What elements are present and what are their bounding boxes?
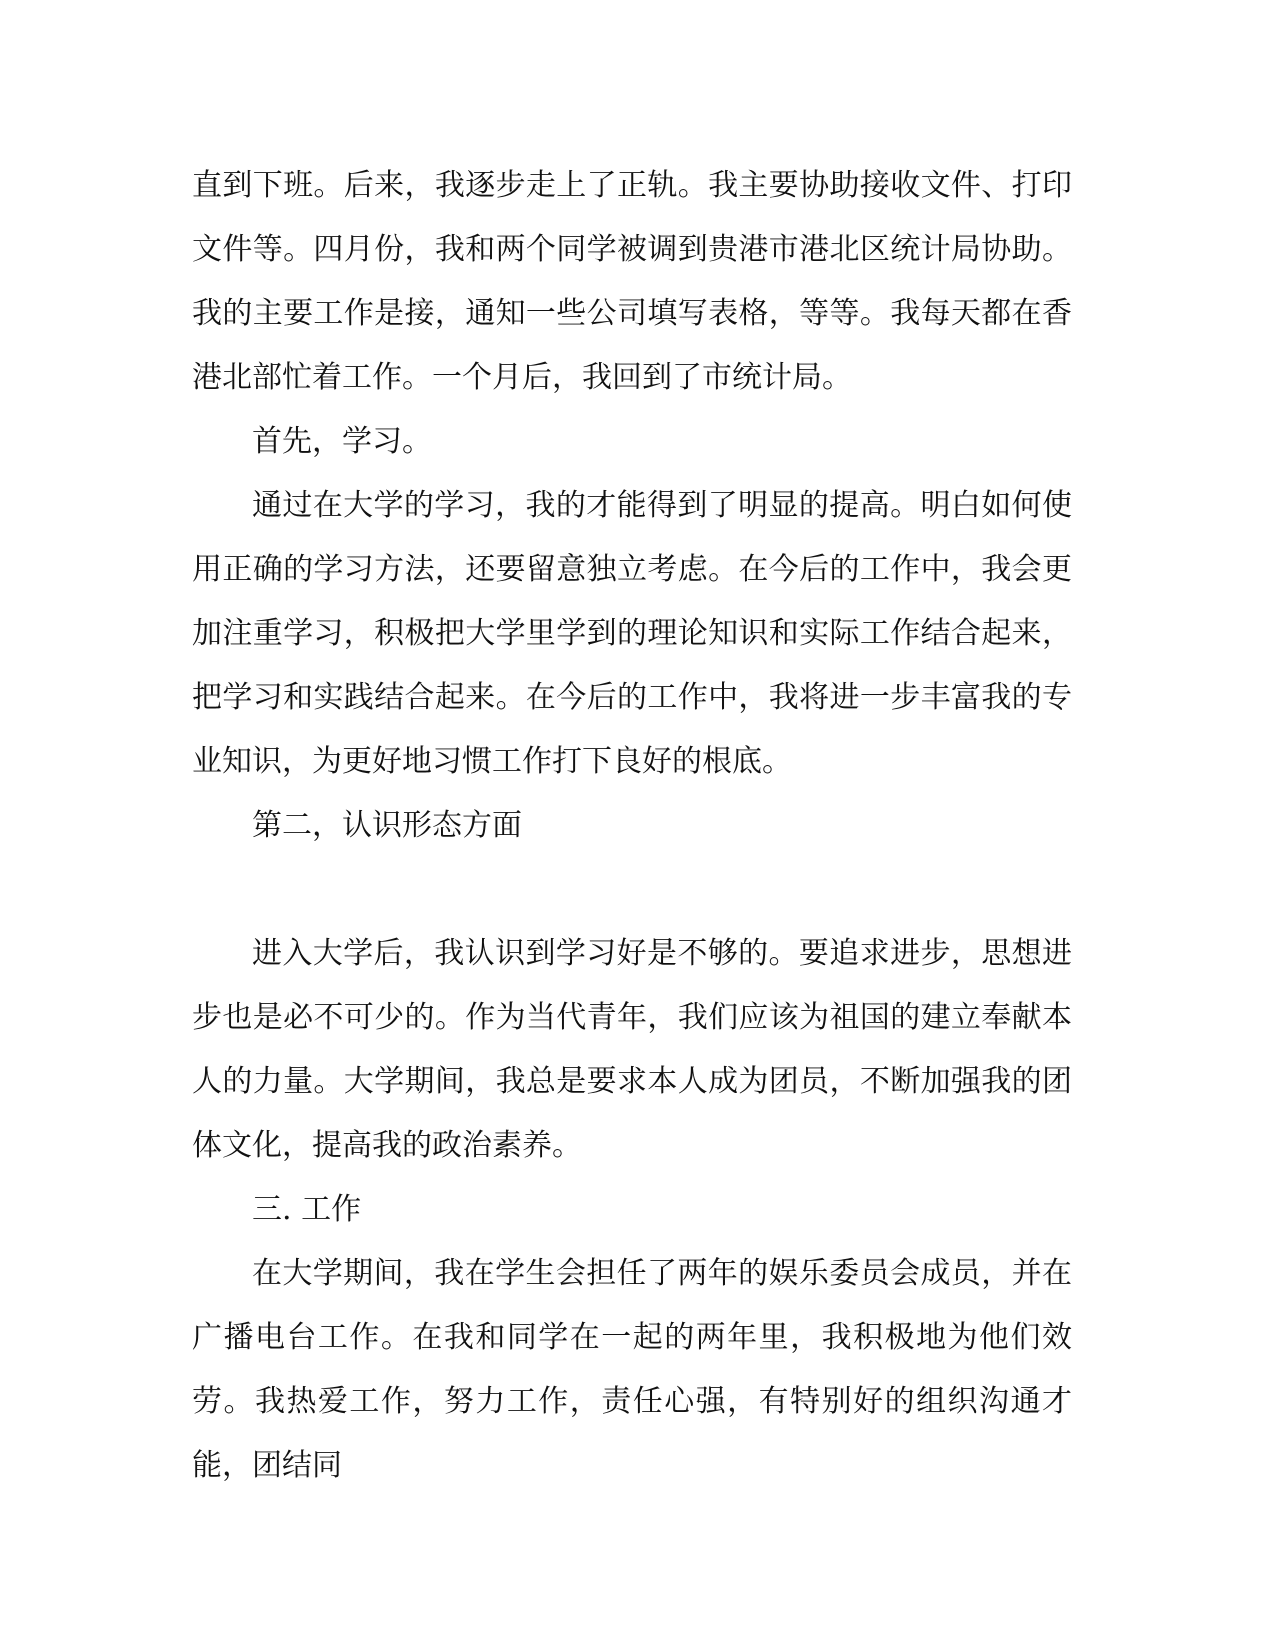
heading-first-study: 首先，学习。 <box>252 424 432 459</box>
blank-line <box>192 858 1072 922</box>
heading-third-work: 三. 工作 <box>252 1192 362 1227</box>
heading-second-ideology: 第二，认识形态方面 <box>252 808 522 843</box>
paragraph-study: 通过在大学的学习，我的才能得到了明显的提高。明白如何使用正确的学习方法，还要留意独立考虑。在今后的工作中，我会更加注重学习，积极把大学里学到的理论知识和实际工作结合起来，把学习和实践结合起来。在今后的工作中，我将进一步丰富我的专业知识，为更好地习惯工作打下良好的根底。 <box>192 488 1072 779</box>
paragraph-continuation: 直到下班。后来，我逐步走上了正轨。我主要协助接收文件、打印文件等。四月份，我和两个同学被调到贵港市港北区统计局协助。我的主要工作是接，通知一些公司填写表格，等等。我每天都在香港北部忙着工作。一个月后，我回到了市统计局。 <box>192 168 1072 395</box>
paragraph-ideology: 进入大学后，我认识到学习好是不够的。要追求进步，思想进步也是必不可少的。作为当代青年，我们应该为祖国的建立奉献本人的力量。大学期间，我总是要求本人成为团员，不断加强我的团体文化，提高我的政治素养。 <box>192 936 1072 1163</box>
paragraph-work: 在大学期间，我在学生会担任了两年的娱乐委员会成员，并在广播电台工作。在我和同学在一起的两年里，我积极地为他们效劳。我热爱工作，努力工作，责任心强，有特别好的组织沟通才能，团结同 <box>192 1256 1072 1483</box>
body-text <box>192 154 1072 1498</box>
